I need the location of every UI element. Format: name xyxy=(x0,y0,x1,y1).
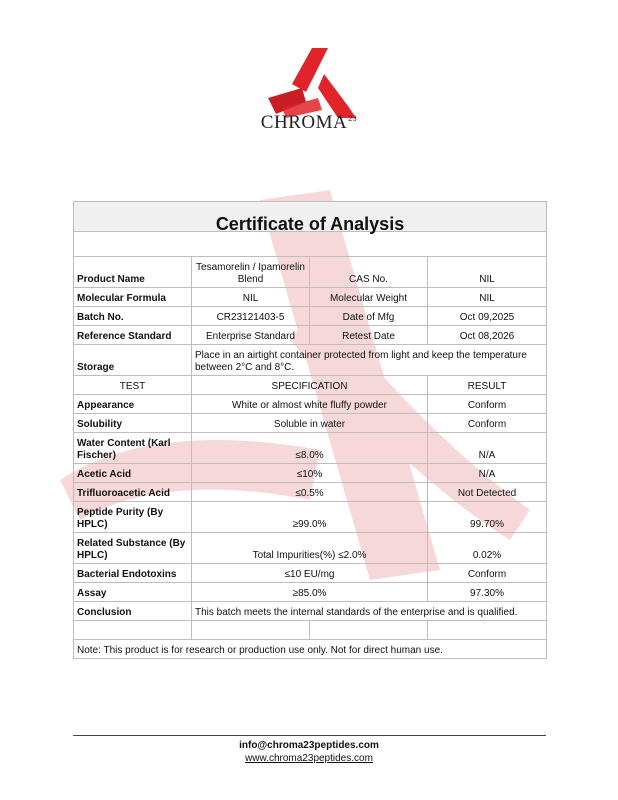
conclusion-text: This batch meets the internal standards of the enterprise and is qualified. xyxy=(192,602,547,621)
test-name: Assay xyxy=(74,583,192,602)
storage-value: Place in an airtight container protected from light and keep the temperature between 2°C and 8°C. xyxy=(192,345,547,376)
test-spec: Soluble in water xyxy=(192,414,428,433)
note-row xyxy=(74,640,547,659)
cas-value: NIL xyxy=(428,257,547,288)
test-result: N/A xyxy=(428,464,547,483)
reference-value: Enterprise Standard xyxy=(192,326,310,345)
test-name: Peptide Purity (By HPLC) xyxy=(74,502,192,533)
cas-label: CAS No. xyxy=(310,257,428,288)
test-name: Appearance xyxy=(74,395,192,414)
blank-cell xyxy=(192,621,310,640)
conclusion-row xyxy=(74,602,547,621)
brand-name: CHROMA$^{23}$ xyxy=(260,112,358,133)
formula-label: Molecular Formula xyxy=(74,288,192,307)
blank-cell xyxy=(74,621,192,640)
test-result: N/A xyxy=(428,433,547,464)
test-result: Not Detected xyxy=(428,483,547,502)
mfg-value: Oct 09,2025 xyxy=(428,307,547,326)
test-name: Bacterial Endotoxins xyxy=(74,564,192,583)
table-row xyxy=(74,345,547,376)
result-header: RESULT xyxy=(428,376,547,395)
storage-label: Storage xyxy=(74,345,192,376)
note-text: Note: This product is for research or production use only. Not for direct human use. xyxy=(74,640,547,659)
formula-value: NIL xyxy=(192,288,310,307)
blank-cell xyxy=(428,621,547,640)
test-spec: White or almost white fluffy powder xyxy=(192,395,428,414)
footer-email[interactable]: info@chroma23peptides.com xyxy=(239,740,379,751)
test-name: Solubility xyxy=(74,414,192,433)
test-spec: ≤10% xyxy=(192,464,428,483)
test-name: Trifluoroacetic Acid xyxy=(74,483,192,502)
test-result: 97.30% xyxy=(428,583,547,602)
test-spec: ≤0.5% xyxy=(192,483,428,502)
product-name-value: Tesamorelin / Ipamorelin Blend xyxy=(192,257,310,288)
table-row xyxy=(74,395,547,414)
test-header: TEST xyxy=(74,376,192,395)
table-row xyxy=(74,433,547,464)
retest-value: Oct 08,2026 xyxy=(428,326,547,345)
test-result: 0.02% xyxy=(428,533,547,564)
footer-divider xyxy=(73,735,546,736)
blank-row xyxy=(74,621,547,640)
test-spec: ≤8.0% xyxy=(192,433,428,464)
product-name-label: Product Name xyxy=(74,257,192,288)
spacer-row xyxy=(74,232,547,257)
test-result: Conform xyxy=(428,414,547,433)
conclusion-label: Conclusion xyxy=(74,602,192,621)
table-row xyxy=(74,326,547,345)
header-row xyxy=(74,376,547,395)
test-spec: ≥85.0% xyxy=(192,583,428,602)
table-row xyxy=(74,564,547,583)
table-row xyxy=(74,533,547,564)
footer-website-link[interactable]: www.chroma23peptides.com xyxy=(245,753,373,764)
batch-value: CR23121403-5 xyxy=(192,307,310,326)
test-name: Acetic Acid xyxy=(74,464,192,483)
test-result: Conform xyxy=(428,564,547,583)
test-spec: Total Impurities(%) ≤2.0% xyxy=(192,533,428,564)
weight-value: NIL xyxy=(428,288,547,307)
table-row xyxy=(74,307,547,326)
test-result: 99.70% xyxy=(428,502,547,533)
retest-label: Retest Date xyxy=(310,326,428,345)
table-row xyxy=(74,583,547,602)
table-row xyxy=(74,257,547,288)
certificate-table xyxy=(73,201,547,659)
spec-header: SPECIFICATION xyxy=(192,376,428,395)
batch-label: Batch No. xyxy=(74,307,192,326)
table-row xyxy=(74,502,547,533)
test-name: Related Substance (By HPLC) xyxy=(74,533,192,564)
mfg-label: Date of Mfg xyxy=(310,307,428,326)
reference-label: Reference Standard xyxy=(74,326,192,345)
table-row xyxy=(74,414,547,433)
table-row xyxy=(74,483,547,502)
table-row xyxy=(74,464,547,483)
weight-label: Molecular Weight xyxy=(310,288,428,307)
test-result: Conform xyxy=(428,395,547,414)
test-spec: ≤10 EU/mg xyxy=(192,564,428,583)
blank-cell xyxy=(310,621,428,640)
test-name: Water Content (Karl Fischer) xyxy=(74,433,192,464)
test-spec: ≥99.0% xyxy=(192,502,428,533)
table-row xyxy=(74,288,547,307)
certificate-title: Certificate of Analysis xyxy=(74,202,547,232)
